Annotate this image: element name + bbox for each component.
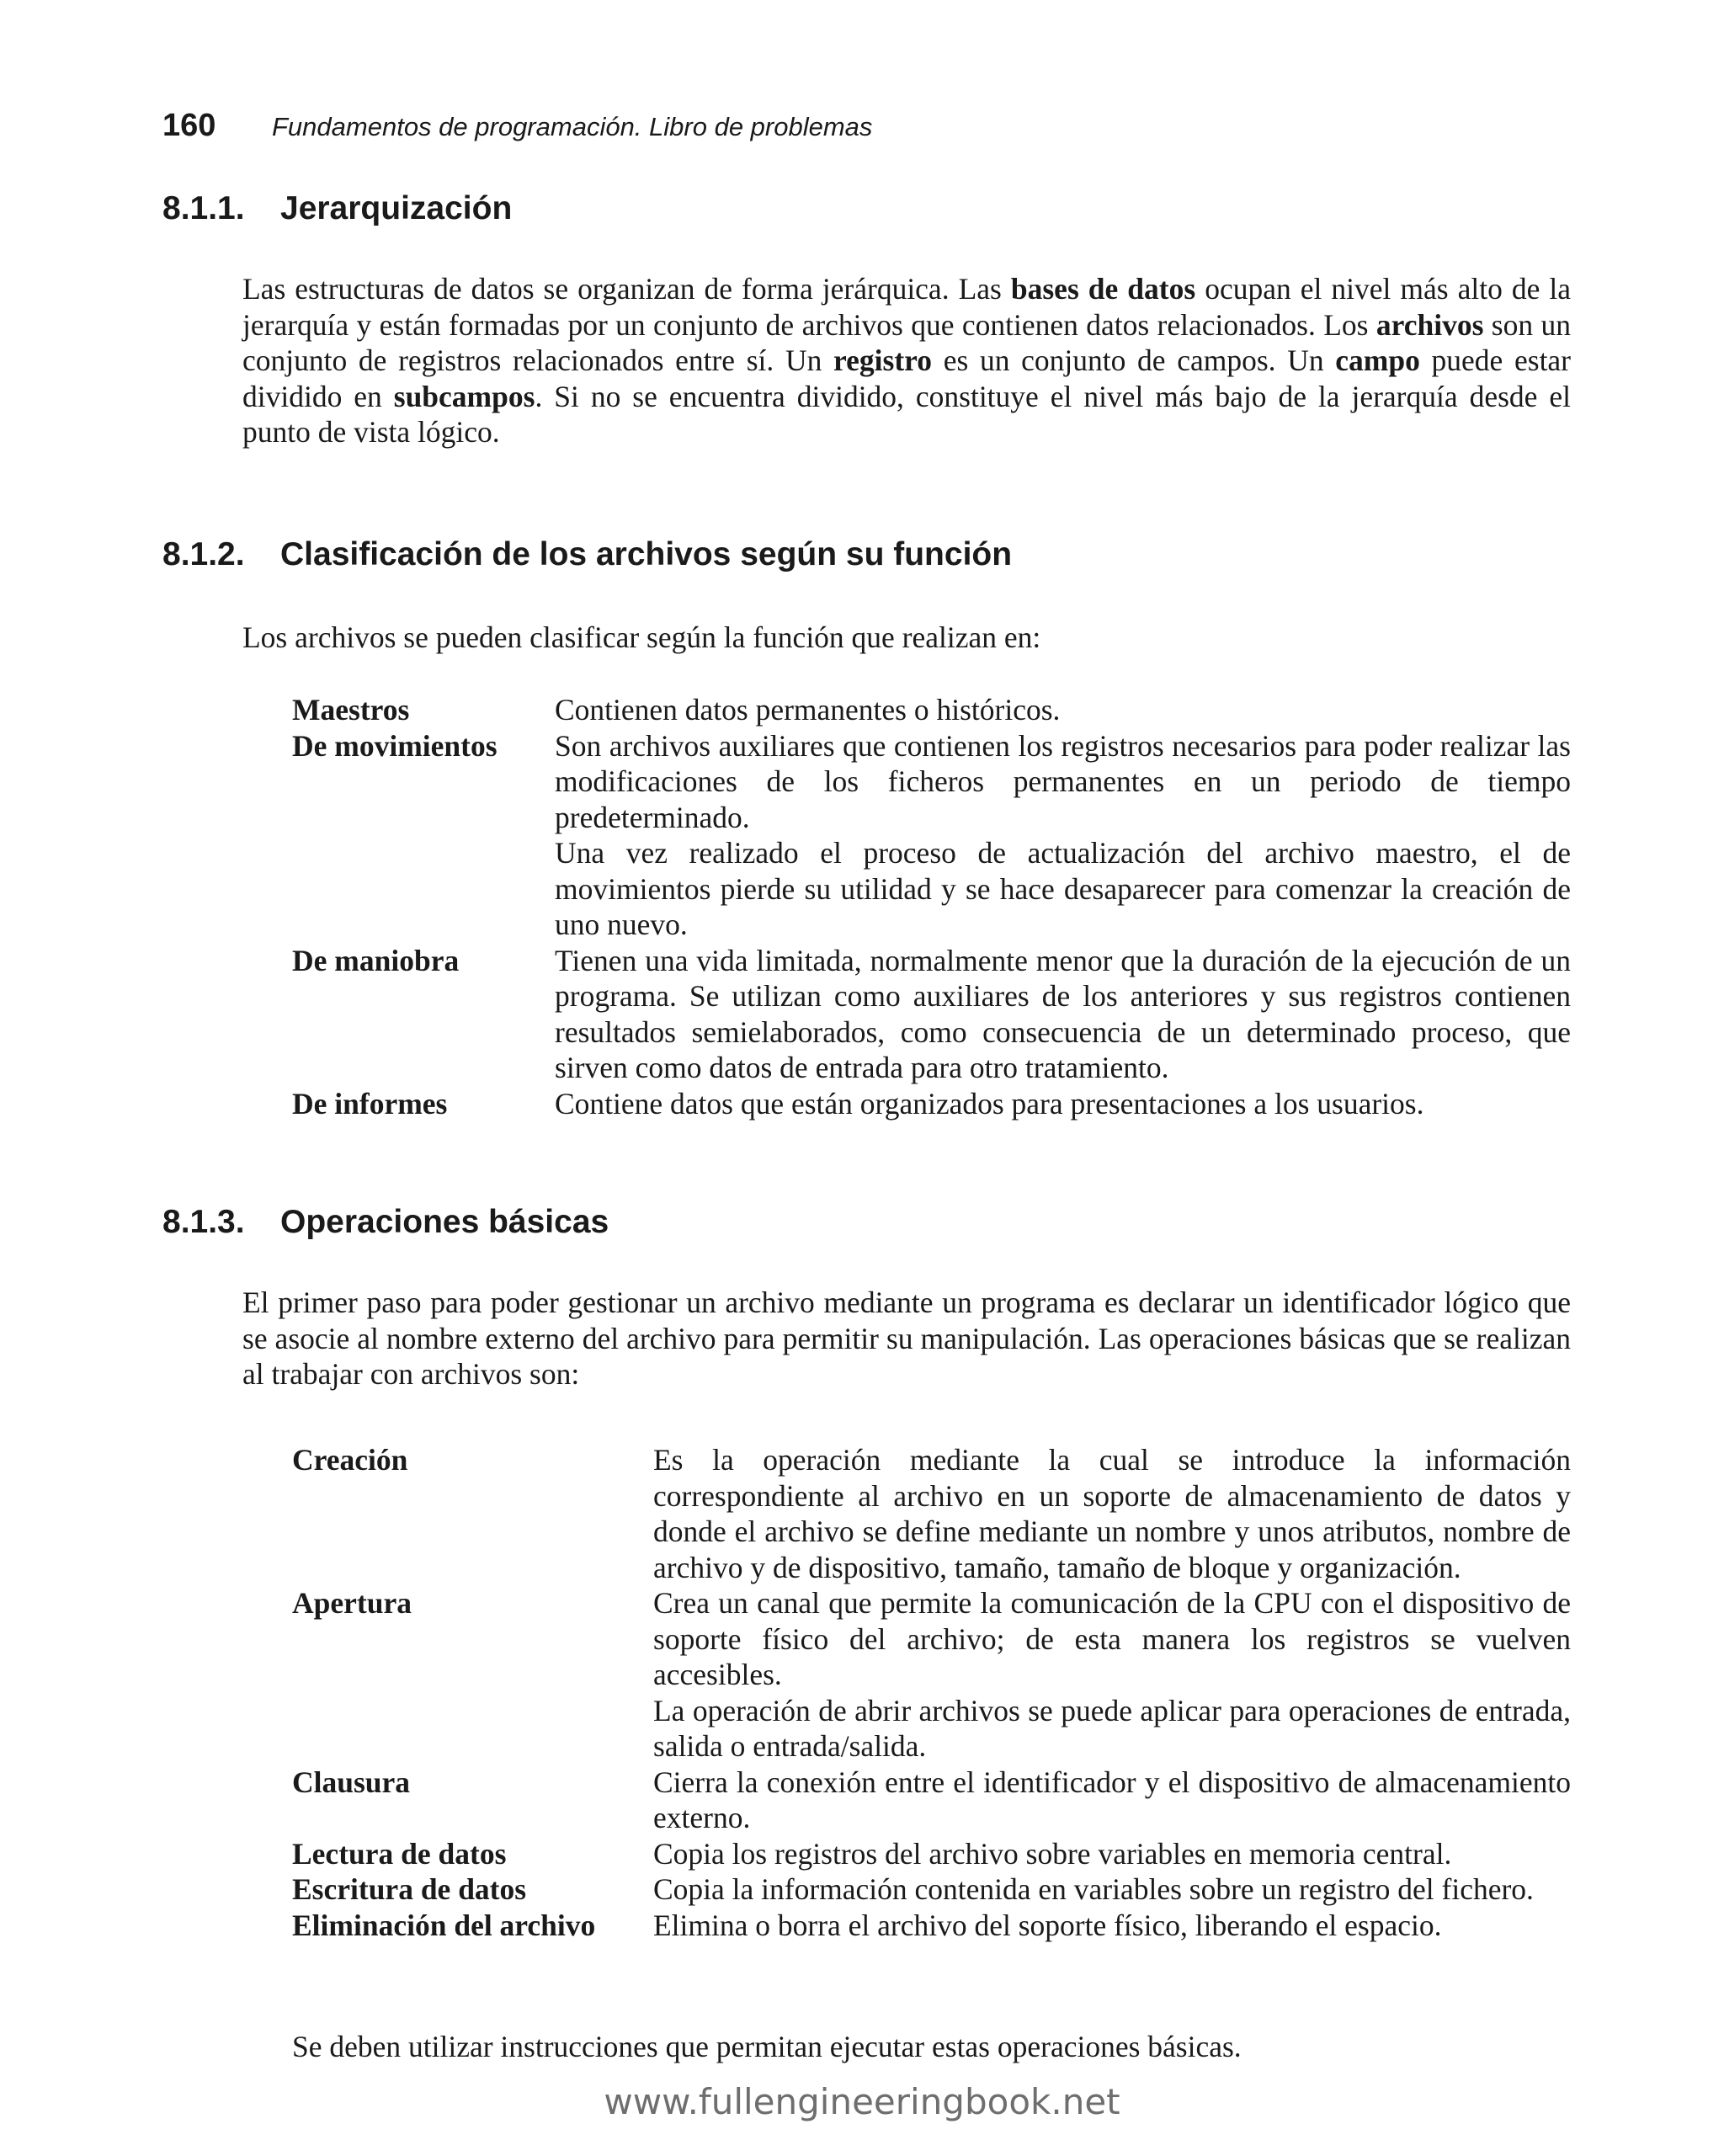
section-number: 8.1.1. [162, 190, 245, 226]
item-description [653, 1836, 1571, 1872]
section-heading-clasificacion [162, 536, 1012, 573]
term-registro: registro [833, 343, 933, 377]
item-term: De movimientos [292, 728, 498, 763]
intro-operaciones: El primer paso para poder gestionar un archivo mediante un programa es declarar un identificador lógico que se asocie al nombre externo del archivo para permitir su manipulación. Las operaciones básicas que se realizan al trabajar con archivos son: [242, 1286, 1571, 1391]
description-text: Contiene datos que están organizados para presentaciones a los usuarios. [555, 1086, 1424, 1121]
term-bases-de-datos: bases de datos [1010, 272, 1196, 306]
list-item [292, 728, 1571, 943]
list-item [292, 1871, 1571, 1908]
list-item [292, 1908, 1571, 1944]
intro-clasificacion: Los archivos se pueden clasificar según la función que realizan en: [242, 620, 1041, 654]
paragraph-jerarquizacion [242, 271, 1571, 450]
term-archivos: archivos [1375, 307, 1484, 342]
description-text: Son archivos auxiliares que contienen los registros necesarios para poder realizar las modificaciones de los ficheros permanentes en un periodo de tiempo predeterminado. [555, 728, 1571, 834]
item-term: Maestros [292, 693, 410, 727]
item-description [555, 1086, 1571, 1122]
description-text: Copia la información contenida en variables sobre un registro del fichero. [653, 1872, 1534, 1906]
description-text: Es la operación mediante la cual se introduce la información correspondiente al archivo en un soporte de almacenamiento de datos y donde el archivo se define mediante un nombre y unos atributos, nombre de archivo y de dispositivo, tamaño, tamaño de bloque y organización. [653, 1443, 1571, 1584]
term-campo: campo [1335, 343, 1420, 377]
text-run: Las estructuras de datos se organizan de forma jerárquica. Las [242, 272, 1011, 306]
text-run: ocupan el nivel más alto de la jerarquía y están formadas por un conjunto de archivos que contienen datos relacionados. Los [242, 272, 1571, 342]
section-title: Operaciones básicas [280, 1204, 609, 1240]
item-term: Eliminación del archivo [292, 1908, 596, 1942]
item-description [555, 692, 1571, 728]
definition-list-clasificacion [292, 692, 1571, 1121]
item-term: De maniobra [292, 943, 460, 977]
item-description [653, 1442, 1571, 1585]
section-heading-jerarquizacion [162, 190, 512, 227]
list-item [292, 1765, 1571, 1836]
item-term: De informes [292, 1086, 448, 1121]
item-description [653, 1585, 1571, 1765]
page-number: 160 [162, 108, 216, 143]
definition-list-operaciones [292, 1442, 1571, 1943]
text-run: son un conjunto de registros relacionados entre sí. Un [242, 307, 1571, 377]
description-text: Crea un canal que permite la comunicación de la CPU con el dispositivo de soporte físico del archivo; de esta manera los registros se vuelven accesibles. [653, 1586, 1571, 1691]
item-description [555, 943, 1571, 1086]
running-header [162, 108, 872, 152]
description-text: Tienen una vida limitada, normalmente menor que la duración de la ejecución de un programa. Se utilizan como auxiliares de los anteriores y sus registros contienen resultados semielaborados, como consecuencia de un determinado proceso, que sirven como datos de entrada para otro tratamiento. [555, 943, 1571, 1084]
text-run: . Si no se encuentra dividido, constituye el nivel más bajo de la jerarquía desde el punto de vista lógico. [242, 379, 1571, 449]
description-text: Una vez realizado el proceso de actualización del archivo maestro, el de movimientos pierde su utilidad y se hace desaparecer para comenzar la creación de uno nuevo. [555, 836, 1571, 941]
item-description [555, 728, 1571, 943]
item-description [653, 1908, 1571, 1944]
list-item [292, 1585, 1571, 1765]
closing-sentence: Se deben utilizar instrucciones que permitan ejecutar estas operaciones básicas. [292, 2030, 1242, 2063]
description-text: La operación de abrir archivos se puede aplicar para operaciones de entrada, salida o entrada/salida. [653, 1693, 1571, 1763]
text-run: puede estar dividido en [242, 343, 1572, 413]
term-subcampos: subcampos [393, 379, 535, 413]
section-heading-operaciones [162, 1204, 609, 1241]
list-item [292, 1086, 1571, 1122]
book-title: Fundamentos de programación. Libro de problemas [272, 112, 873, 141]
item-description [653, 1765, 1571, 1836]
item-term: Lectura de datos [292, 1836, 507, 1871]
item-term: Clausura [292, 1765, 411, 1799]
description-text: Copia los registros del archivo sobre variables en memoria central. [653, 1836, 1452, 1871]
section-title: Jerarquización [280, 190, 513, 226]
section-number: 8.1.3. [162, 1204, 245, 1240]
text-run: es un conjunto de campos. Un [932, 343, 1336, 377]
item-term: Escritura de datos [292, 1872, 527, 1906]
watermark-url[interactable]: www.fullengineeringbook.net [604, 2081, 1120, 2122]
list-item [292, 1442, 1571, 1585]
item-term: Apertura [292, 1586, 412, 1620]
item-term: Creación [292, 1443, 408, 1477]
list-item [292, 1836, 1571, 1872]
description-text: Contienen datos permanentes o históricos. [555, 693, 1061, 727]
description-text: Cierra la conexión entre el identificador y el dispositivo de almacenamiento externo. [653, 1765, 1571, 1834]
description-text: Elimina o borra el archivo del soporte físico, liberando el espacio. [653, 1908, 1442, 1942]
list-item [292, 692, 1571, 728]
list-item [292, 943, 1571, 1086]
section-number: 8.1.2. [162, 536, 245, 572]
section-title: Clasificación de los archivos según su función [280, 536, 1013, 572]
item-description [653, 1871, 1571, 1908]
